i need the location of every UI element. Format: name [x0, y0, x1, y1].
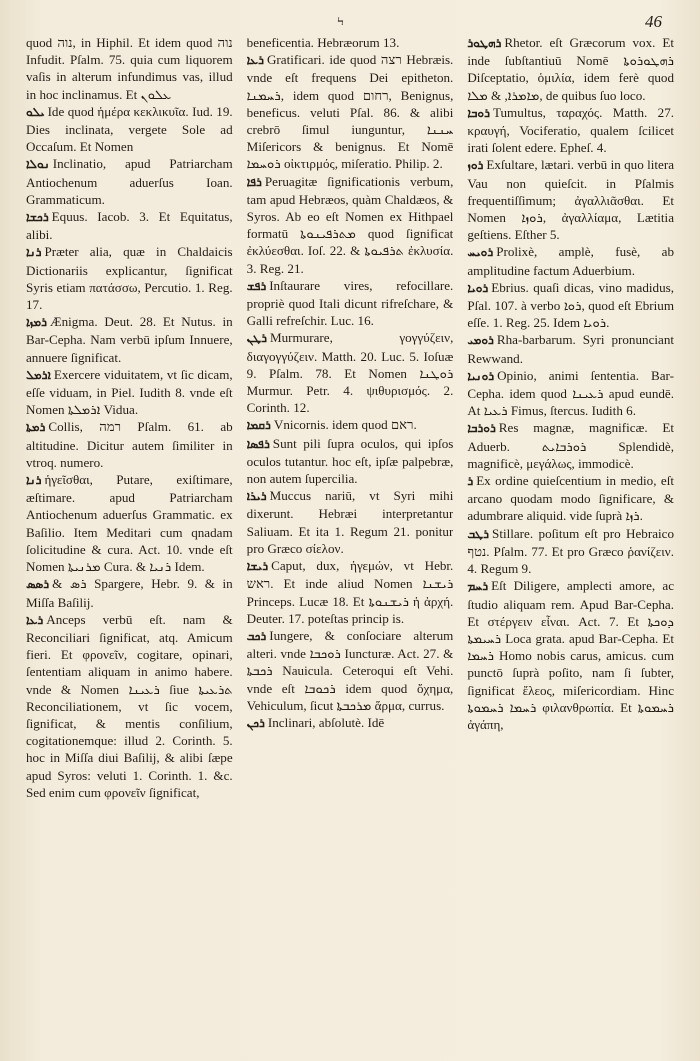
dictionary-entry [467, 525, 674, 578]
entry-text: Vnicornis. idem quod ראם. [273, 417, 417, 433]
entry-headword: ܪܟܫܐ [26, 210, 49, 225]
entry-headword: ܪܛܒ [467, 526, 490, 541]
dictionary-entry [247, 51, 454, 172]
column-left [26, 34, 233, 961]
dictionary-entry [26, 155, 233, 208]
dictionary-entry [467, 156, 674, 243]
entry-text: Ænigma. Deut. 28. Et Nutus. in Bar-Cepha. Nam verbū ipſum Innuere, annuere ſignificat. [26, 314, 233, 365]
dictionary-entry [247, 557, 454, 627]
dictionary-entry [26, 208, 233, 243]
dictionary-entry [26, 611, 233, 801]
entry-text: Præter alia, quæ in Chaldaicis Dictionariis explicantur, ſignificat Syris etiam πατάσσω, Percutio. 1. Reg. 17. [26, 244, 233, 313]
entry-headword: ܝܠܘ [26, 104, 45, 119]
signature-mark: Ϟ [337, 14, 344, 28]
entry-headword: ܪܘܒܐ [467, 105, 490, 120]
entry-text: Iungere, & conſociare alterum alteri. vnde ܪܘܟܒܐ Iuncturæ. Act. 27. & ܪܟܒܬܐ Nauicula. Ceteroqui eſt Vehi. vnde eſt ܪܟܘܒܐ idem quod ὄχημα, Vehiculum, ſicut ܡܪܟܒܬܐ ἅρμα, currus. [246, 627, 454, 713]
entry-headword: ܪܟܒ [246, 628, 267, 643]
entry-headword: ܢܘܠܐ [26, 157, 50, 172]
entry-text: Opinio, animi ſententia. Bar-Cepha. idem quod ܪܥܝܢܐ apud eundē. At ܪܥܝܐ Fimus, ſtercus. Iudith 6. [467, 367, 675, 419]
dictionary-entry [467, 243, 674, 278]
dictionary-entry [467, 419, 674, 472]
entry-headword: ܪܗܛܘܪ [467, 36, 502, 50]
entry-headword: ܪܣܣ [26, 577, 50, 592]
dictionary-entry [467, 367, 674, 420]
entry-text: Peruagitæ ſignificationis verbum, tam apud Hebræos, quàm Chaldæos, & Syros. Ab eo eſt Nomen ex Hithpael formatū ܡܬܪܦܝܢܘܬܐ quod ſignificat ἐκλύεσθαι. Ioſ. 22. & ܬܪܦܝܘܬܐ ἐκλυσία. 3. Reg. 21. [246, 173, 454, 276]
entry-headword: ܪܘܪܒܐ [467, 421, 496, 436]
text-columns [26, 34, 674, 961]
dictionary-entry [467, 331, 674, 366]
page-header [0, 10, 700, 32]
entry-text: Tumultus, ταραχός. Matth. 27. κραυγή, Vociferatio, qualem ſcilicet irati ſolent edere. Epheſ. 4. [467, 104, 675, 156]
entry-text: Anceps verbū eſt. nam & Reconciliari ſignificat, atq. Amicum fieri. Et φρονεῖν, cogitare, opinari, ſententiam aliquam in animo habere. vnde & Nomen ܪܥܝܢܐ ſiue ܬܪܥܝܬܐ Reconciliationem, vt ſic vocem, ſignificat, & mentis conſilium, cogitationemque: illud 2. Corinth. 5. hoc in Miſſa diui Baſilij, & alibi ſæpe apud Syros: veluti 1. Corinth. 1. &c. Sed enim cum φρονεῖν ſignificat, [26, 611, 233, 800]
dictionary-entry [467, 577, 674, 733]
entry-text: Gratificari. ide quod רצה Hebræis. vnde eſt frequens Dei epitheton. ܪܚܡܢܐ, idem quod רחום, Benignus, beneficus. veluti Pſal. 86. & alibi crebrō ſimul iunguntur, ܚܢܢܐ Miſericors & benignus. Et Nomē ܪܘܚܡܐ οἰκτιρμός, miſeratio. Philip. 2. [246, 52, 454, 172]
entry-text: Collis, רמה Pſalm. 61. ab altitudine. Dicitur autem ſimiliter in vtroq. numero. [26, 419, 233, 470]
entry-text: Ex ordine quieſcentium in medio, eſt arcano quodam modo ſignificare, & adumbrare aliquid. vide ſuprà ܪܙܐ. [467, 473, 675, 524]
entry-text: Prolixè, amplè, fusè, ab amplitudine factum Aduerbium. [467, 244, 675, 278]
entry-headword: ܪܡܬܐ [26, 420, 46, 435]
dictionary-entry [26, 243, 233, 313]
dictionary-entry [467, 34, 674, 104]
entry-headword: ܪܢܐ [26, 473, 42, 488]
entry-headword: ܪܦܣܐ [246, 436, 270, 451]
entry-text: Murmurare, γογγύζειν, διαγογγύζειν. Matth. 20. Luc. 5. Ioſuæ 9. Pſalm. 78. Et Nomen ܪܘܛܢܐ Murmur. Petr. 4. ψιθυρισμός. 2. Corinth. 12. [246, 330, 454, 416]
dictionary-entry [26, 103, 233, 156]
entry-text: Exercere viduitatem, vt ſic dicam, eſſe viduam, in Piel. Iudith 8. vnde eſt Nomen ܐܪܡܠܬܐ Vidua. [26, 366, 233, 418]
entry-headword: ܪܥܐ [246, 53, 264, 68]
entry-text: Sunt pili ſupra oculos, qui ipſos oculos tutantur. hoc eſt, ipſæ palpebræ, non autem ſupercilia. [246, 435, 454, 487]
entry-text: Inclinari, abſolutè. Idē [267, 714, 385, 730]
dictionary-entry [247, 416, 454, 434]
folio-number: 46 [645, 12, 662, 31]
dictionary-entry [247, 173, 454, 277]
entry-text: Muccus nariū, vt Syri mihi dixerunt. Hebræi interpretantur Saliuam. Et ita 1. Regum 21. ponitur pro Græco σίελον. [246, 488, 454, 556]
entry-text: Equus. Iacob. 3. Et Equitatus, alibi. [26, 209, 233, 243]
dictionary-entry [247, 627, 454, 714]
entry-text: ἡγεῖσθαι, Putare, exiſtimare, æſtimare. apud Patriarcham Antiochenum aduerſus Grammatic. ex Baſilio. Item Meditari cum qnadam ſolicitudine & cura. Act. 10. vnde eſt Nomen ܡܪܢܝܬܐ Cura. & ܪܢܝܐ Idem. [26, 472, 233, 575]
entry-headword: ܪܛܢ [246, 331, 267, 346]
dictionary-entry [467, 104, 674, 157]
dictionary-entry [247, 329, 454, 416]
dictionary-entry [247, 714, 454, 732]
entry-text: Stillare. poſitum eſt pro Hebraico נטף. Pſalm. 77. Et pro Græco ῥανίζειν. 4. Regum 9. [467, 525, 675, 577]
entry-text: Exſultare, lætari. verbū in quo litera Vau non quieſcit. in Pſalmis frequentiſſimum; ἀγαλλιᾶσθαι. Et Nomen ܪܘܙܐ, ἀγαλλίαμα, Lætitia geſtiens. Eſther 5. [467, 157, 675, 243]
entry-text: Inſtaurare vires, refocillare. propriè quod Itali dicunt rifreſchare, & Galli refreſchir. Luc. 16. [246, 277, 454, 329]
entry-text: Res magnæ, magnificæ. Et Aduerb. ܪܘܪܒܐܝܬ Splendidè, magnificè, μεγάλως, immodicè. [467, 420, 675, 471]
dictionary-entry [247, 435, 454, 488]
dictionary-entry [467, 472, 674, 525]
column-right [467, 34, 674, 961]
entry-headword: ܪܝܪܐ [246, 489, 267, 504]
entry-headword: ܪܩܡܐ [246, 418, 271, 433]
dictionary-entry [247, 34, 454, 51]
entry-text: Eſt Diligere, amplecti amore, ac ſtudio aliquam rem. Apud Bar-Cepha. Et στέργειν εἶναι. Act. 7. Et ܕܘܟܬܐ ܪܚܝܡܬܐ Loca grata. apud Bar-Cepha. Et ܪܚܡܐ Homo nobis carus, amicus. cum punctō ſuprà poſito, nam ſi ſubter, ſignificat ἔλεος, miſericordiam. Hinc ܪܚܡܐ ܪܚܡܘܬܐ φιλανθρωπία. Et ܪܚܡܘܬܐ ἀγάπη, [467, 578, 675, 732]
entry-text: & ܪܣ Spargere, Hebr. 9. & in Miſſa Baſilij. [26, 576, 233, 610]
dictionary-entry [26, 418, 233, 471]
entry-headword: ܪܢܐ [26, 245, 42, 260]
entry-text: Ebrius. quaſi dicas, vino madidus, Pſal. 107. à verbo ܪܘܐ, quod eſt Ebrium eſſe. 1. Reg. 25. Idem ܪܘܝܐ. [467, 279, 675, 331]
entry-text: quod נוה, in Hiphil. Et idem quod נוה Infudit. Pſalm. 75. quia cum liquorem vaſis in alterum infundimus vas, illud in hoc inclinamus. Et ܥܠܘܢ [26, 35, 233, 102]
dictionary-entry [26, 313, 233, 366]
entry-headword: ܪܘܙ [467, 158, 484, 173]
entry-headword: ܪܘܝܚ [467, 245, 494, 260]
entry-headword: ܪܥܐ [26, 612, 44, 627]
entry-headword: ܪܡܙܐ [26, 315, 47, 330]
entry-headword: ܪܝܫܐ [246, 559, 269, 574]
dictionary-entry [26, 34, 233, 103]
entry-text: Inclinatio, apud Patriarcham Antiochenum aduerſus Ioan. Grammaticum. [26, 156, 233, 207]
entry-headword: ܪܚܡ [467, 579, 489, 594]
dictionary-entry [247, 277, 454, 330]
entry-headword: ܐܪܡܠ [26, 367, 51, 382]
entry-text: beneficentia. Hebræorum 13. [246, 35, 400, 50]
dictionary-entry [467, 279, 674, 332]
entry-headword: ܪܘܝܐ [467, 280, 489, 295]
entry-text: Rha-barbarum. Syri pronunciant Rewwand. [467, 332, 675, 366]
entry-headword: ܪܘܡܝ [467, 333, 494, 348]
entry-headword: ܪܦܐ [246, 174, 262, 189]
entry-headword: ܪܦܫ [246, 278, 267, 293]
entry-text: Ide quod ἡμέρα κεκλικυῖα. Iud. 19. Dies inclinata, vergete Sole ad Occaſum. Et Nomen [26, 103, 233, 155]
column-middle [247, 34, 454, 961]
dictionary-entry [26, 471, 233, 575]
entry-headword: ܪܟܢ [246, 715, 265, 730]
entry-text: Rhetor. eſt Græcorum vox. Et inde ſubſtantiuū Nomē ܪܗܛܘܪܘܬܐ Diſceptatio, ὁμιλία, idem ferè quod ܡܐܡܪܐ, & ܡܠܐ, de quibus ſuo loco. [467, 35, 675, 103]
entry-headword: ܪ [467, 474, 474, 489]
entry-text: Caput, dux, ἡγεμών, vt Hebr. ראש. Et inde aliud Nomen ܪܝܫܢܐ Princeps. Lucæ 18. Et ܪܝܫܢܘܬܐ ἡ ἀρχή. Deuter. 17. poteſtas princip is. [246, 558, 454, 626]
dictionary-entry [26, 575, 233, 610]
dictionary-entry [26, 366, 233, 419]
dictionary-entry [247, 487, 454, 557]
entry-headword: ܪܘܢܝܐ [467, 368, 495, 383]
